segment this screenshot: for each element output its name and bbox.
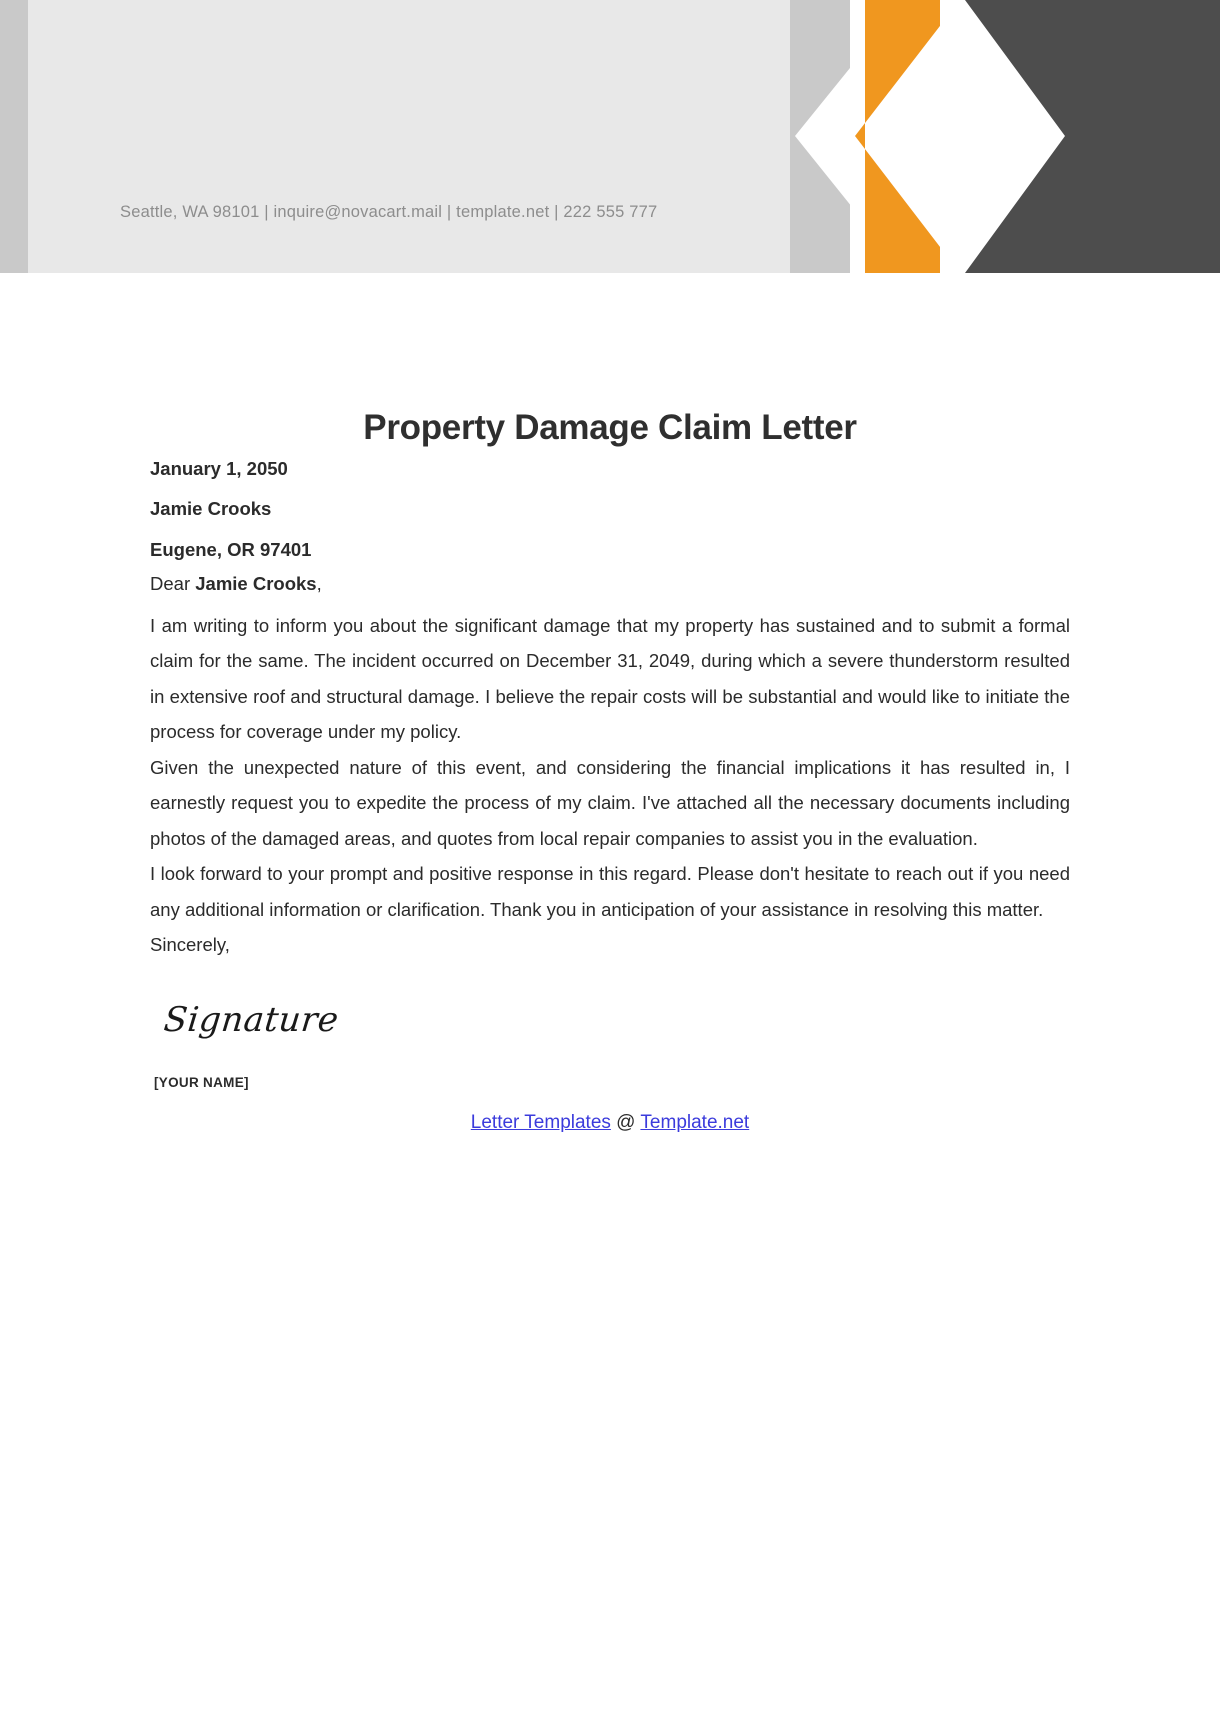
- signature-block: [150, 963, 1070, 1040]
- signature-image: Signature: [161, 999, 341, 1040]
- header-contact-line: Seattle, WA 98101 | inquire@novacart.mail | template.net | 222 555 777: [120, 203, 658, 221]
- template-net-link[interactable]: Template.net: [640, 1111, 750, 1133]
- footer-credit: [150, 1112, 1070, 1135]
- salutation-prefix: Dear: [150, 573, 196, 594]
- salutation-suffix: ,: [316, 573, 322, 594]
- header-chevron-graphic: [0, 0, 1220, 273]
- letter-title: Property Damage Claim Letter: [363, 408, 857, 447]
- body-paragraph-3: I look forward to your prompt and positive response in this regard. Please don't hesitate to reach out if you need any additional information or clarification. Thank you in anticipation of your assistance in resolving this matter.: [150, 863, 1070, 920]
- letter-content: [150, 457, 1070, 1135]
- recipient-name: Jamie Crooks: [150, 498, 272, 519]
- footer-separator: @: [610, 1111, 641, 1133]
- document-body: [0, 273, 1220, 1134]
- salutation: [150, 575, 1070, 594]
- recipient-address: Eugene, OR 97401: [150, 538, 312, 560]
- body-paragraph-1: I am writing to inform you about the significant damage that my property has sustained and to submit a formal claim for the same. The incident occurred on December 31, 2049, during which a severe thunderstorm resulted in extensive roof and structural damage. I believe the repair costs will be substantial and would like to initiate the process for coverage under my policy.: [150, 614, 1070, 743]
- light-gray-panel: [28, 0, 900, 273]
- letter-date: January 1, 2050: [150, 457, 288, 479]
- header-banner: [0, 0, 1220, 273]
- letter-templates-link[interactable]: Letter Templates: [470, 1111, 611, 1133]
- closing-line: Sincerely,: [150, 934, 230, 956]
- body-paragraph-2: Given the unexpected nature of this event, and considering the financial implications it has resulted in, I earnestly request you to expedite the process of my claim. I've attached all the necessary documents including photos of the damaged areas, and quotes from local repair companies to assist you in the evaluation.: [150, 756, 1070, 849]
- salutation-name: Jamie Crooks: [195, 573, 317, 594]
- signer-name-placeholder: [YOUR NAME]: [154, 1074, 249, 1090]
